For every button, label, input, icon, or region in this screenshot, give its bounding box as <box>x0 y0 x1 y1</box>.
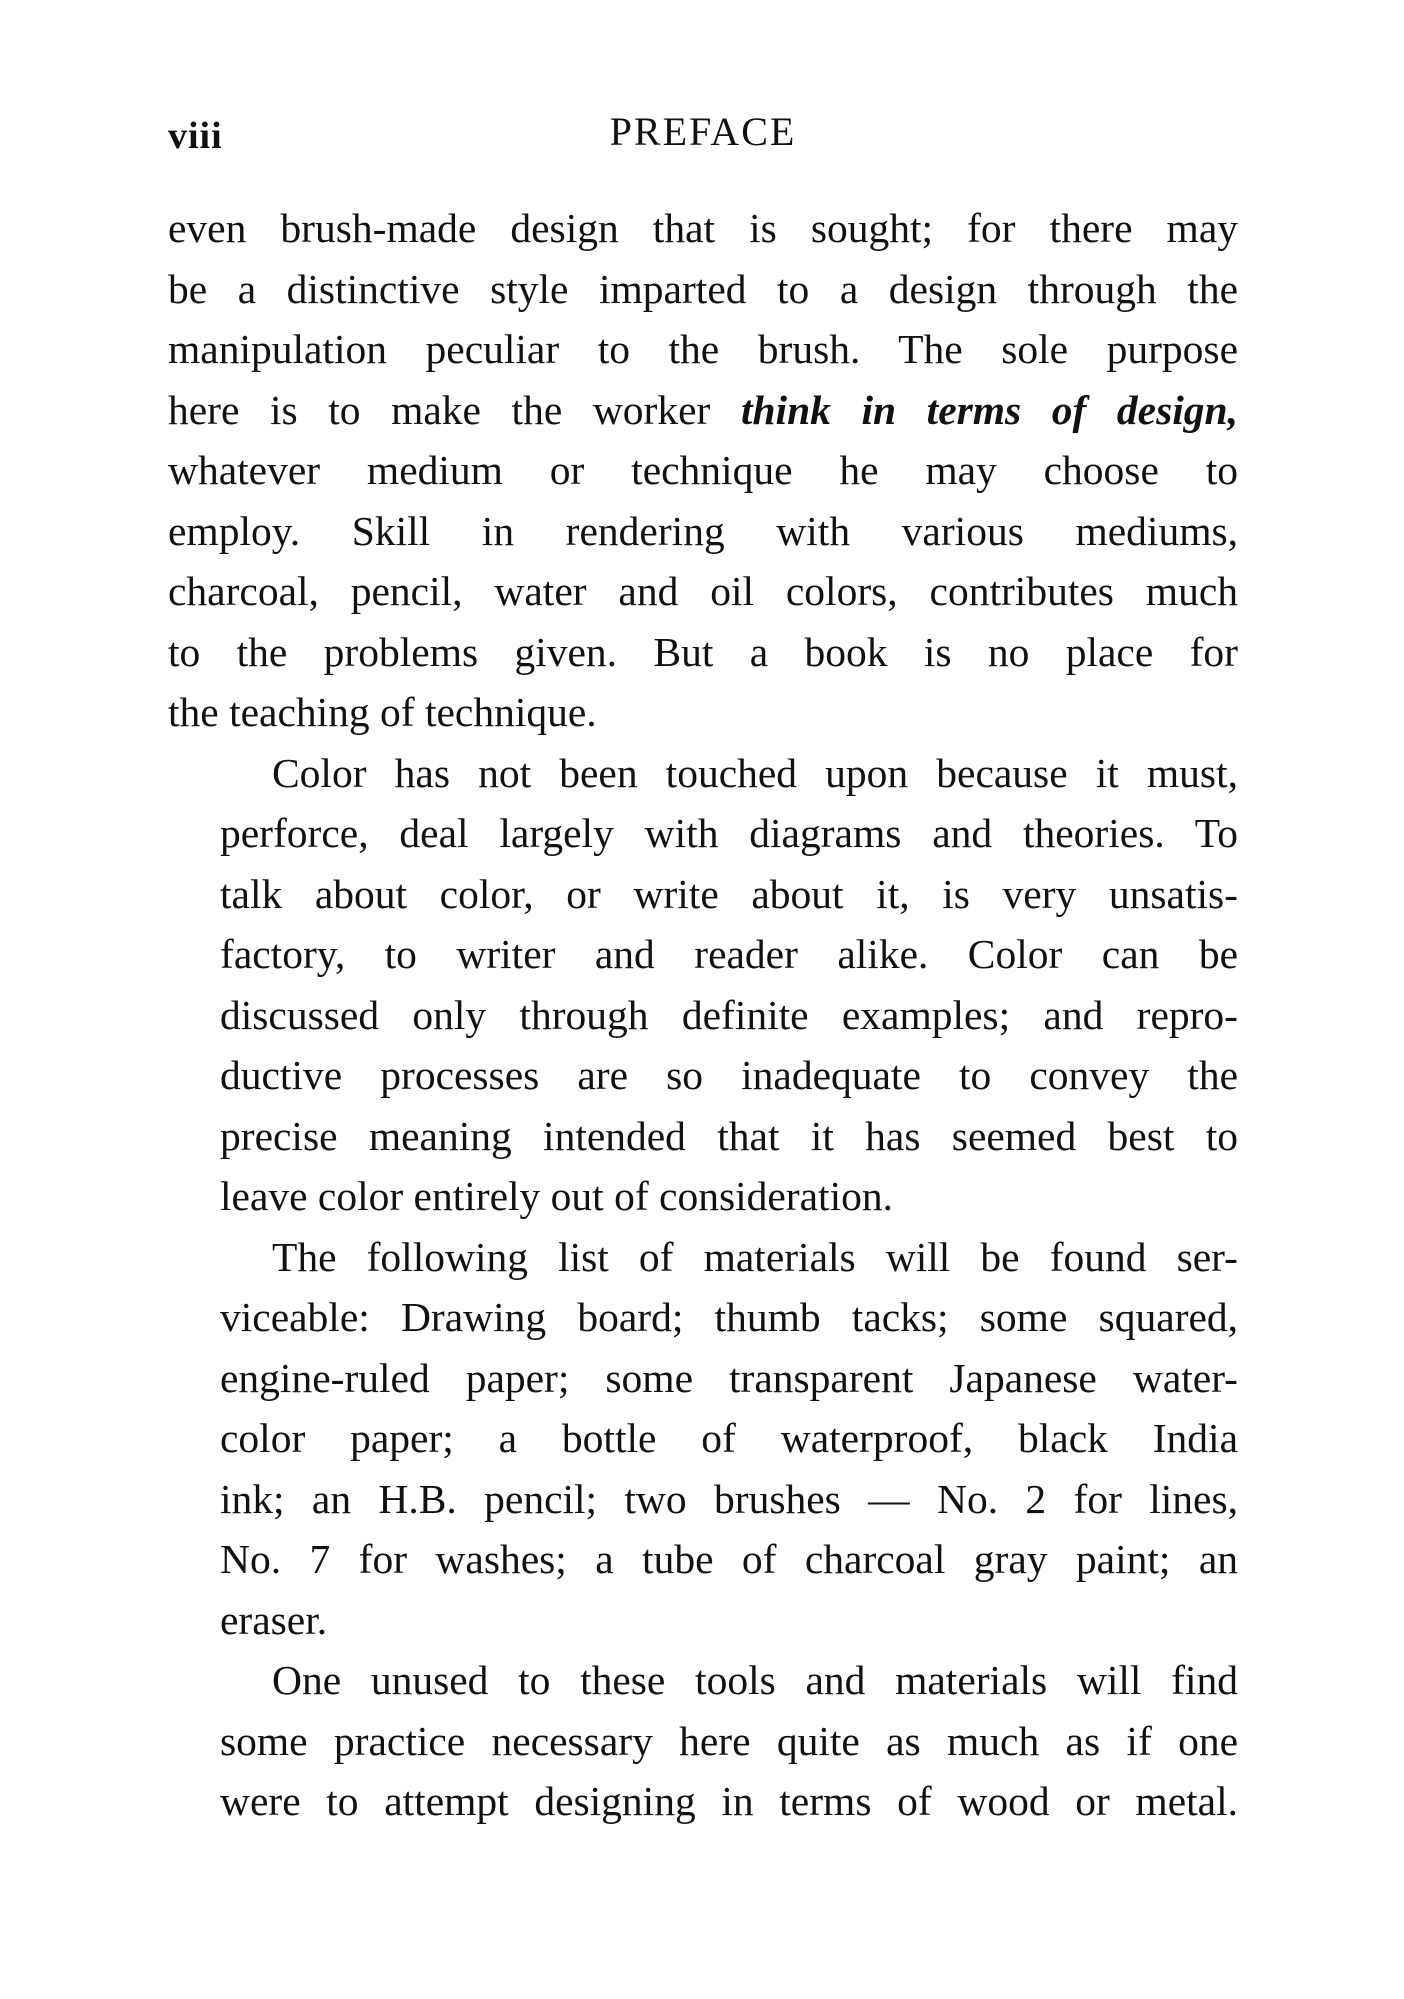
text-line: charcoal, pencil, water and oil colors, contributes much <box>168 568 1238 614</box>
text-line: precise meaning intended that it has seemed best to <box>220 1112 1238 1159</box>
text-line: No. 7 for washes; a tube of charcoal gray paint; an <box>220 1536 1238 1582</box>
text-line: discussed only through definite examples; and repro- <box>220 991 1238 1038</box>
text-line: ductive processes are so inadequate to convey the <box>220 1052 1238 1098</box>
text-line: eraser. <box>220 1596 328 1643</box>
text-line: ink; an H.B. pencil; two brushes — No. 2 for lines, <box>220 1475 1238 1522</box>
text-line: whatever medium or technique he may choose to <box>168 447 1238 493</box>
text-line: be a distinctive style imparted to a design through the <box>168 265 1238 312</box>
text-line: color paper; a bottle of waterproof, black India <box>220 1415 1238 1461</box>
text-line: One unused to these tools and materials will find <box>272 1657 1238 1703</box>
text-line: were to attempt designing in terms of wood or metal. <box>220 1778 1238 1824</box>
text-line: perforce, deal largely with diagrams and theories. To <box>220 810 1238 856</box>
emphasis-phrase: think in terms of design, <box>740 386 1238 433</box>
text-line-with-emphasis <box>168 380 1238 441</box>
text-line: to the problems given. But a book is no place for <box>168 628 1238 675</box>
paragraph-2 <box>168 743 1238 1227</box>
paragraph-4 <box>168 1650 1238 1832</box>
text-line: some practice necessary here quite as much as if one <box>220 1717 1238 1764</box>
paragraph-1 <box>168 198 1238 743</box>
text-line: talk about color, or write about it, is very unsatis- <box>220 870 1238 917</box>
paragraph-3 <box>168 1227 1238 1651</box>
running-head: PREFACE <box>609 109 797 154</box>
text-line: the teaching of technique. <box>168 689 597 735</box>
text-segment: here is to make the worker <box>168 386 711 433</box>
text-line: factory, to writer and reader alike. Color can be <box>220 931 1238 977</box>
text-line: even brush-made design that is sought; for there may <box>168 205 1238 251</box>
text-line: manipulation peculiar to the brush. The sole purpose <box>168 326 1238 372</box>
body-text <box>168 198 1238 1832</box>
text-line: The following list of materials will be found ser- <box>272 1233 1238 1280</box>
text-line: leave color entirely out of consideration. <box>220 1173 893 1219</box>
text-line: viceable: Drawing board; thumb tacks; some squared, <box>220 1294 1238 1340</box>
text-line: employ. Skill in rendering with various mediums, <box>168 507 1238 554</box>
text-line: engine-ruled paper; some transparent Japanese water- <box>220 1354 1238 1401</box>
page-header <box>168 108 1238 168</box>
page-number: viii <box>168 115 223 157</box>
text-line: Color has not been touched upon because it must, <box>272 749 1238 796</box>
